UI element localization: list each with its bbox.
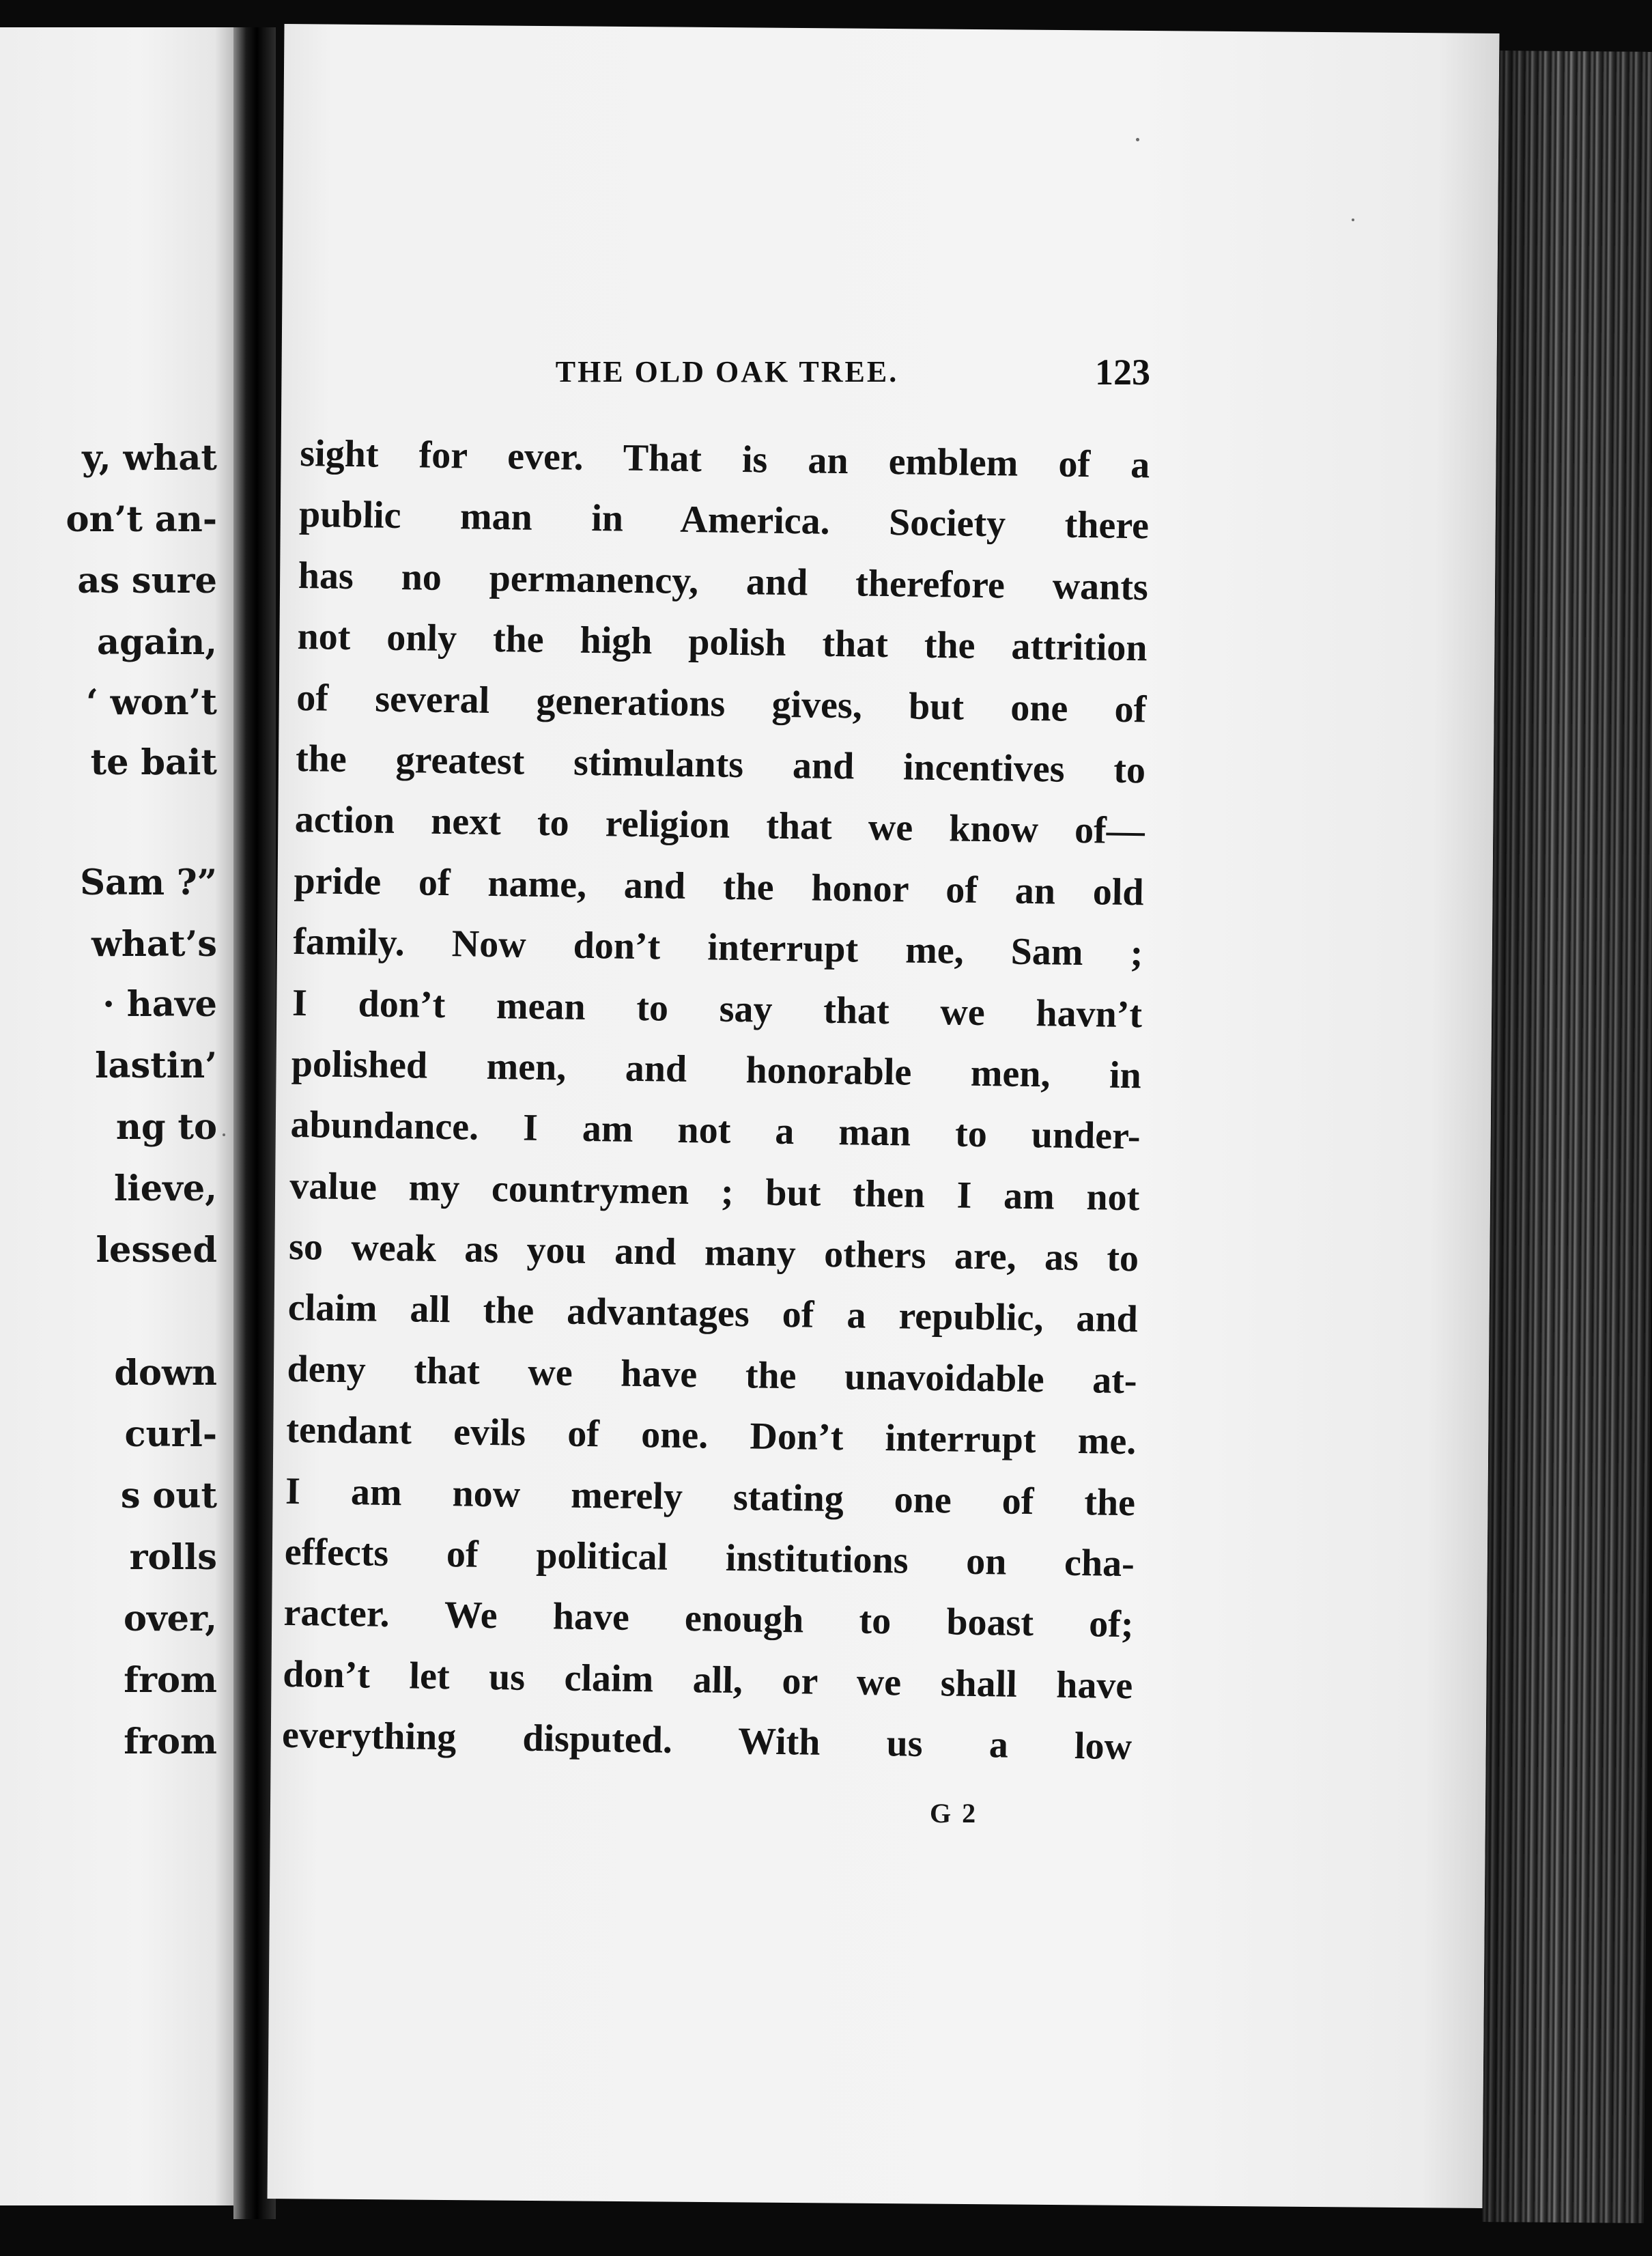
- text-line: action next to religion that we know of—: [294, 798, 1145, 853]
- scan-speck: [223, 1133, 225, 1136]
- body-text: [282, 423, 1150, 1778]
- text-line: polished men, and honorable men, in: [291, 1042, 1142, 1097]
- text-line: the greatest stimulants and incentives to: [295, 737, 1146, 792]
- left-page-line: ng to: [115, 1107, 217, 1148]
- left-page-line: lieve,: [113, 1168, 217, 1209]
- left-page-line: rolls: [129, 1537, 217, 1578]
- text-line: abundance. I am not a man to under-: [290, 1103, 1141, 1158]
- left-page-line: down: [114, 1353, 217, 1394]
- text-line: not only the high polish that the attrition: [297, 615, 1148, 670]
- left-page-line: lessed: [96, 1230, 217, 1271]
- text-line: family. Now don’t interrupt me, Sam ;: [292, 920, 1143, 975]
- left-page-line: again,: [97, 622, 217, 663]
- left-page-line: from: [124, 1660, 217, 1701]
- left-page: [0, 27, 233, 2205]
- left-page-line: y, what: [82, 438, 217, 479]
- text-line: tendant evils of one. Don’t interrupt me.: [285, 1409, 1137, 1463]
- left-page-line: curl-: [124, 1414, 217, 1455]
- text-line: value my countrymen ; but then I am not: [289, 1164, 1140, 1219]
- left-page-line: Sam ?”: [80, 862, 217, 903]
- left-page-line: from: [124, 1721, 217, 1762]
- left-page-line: lastin’: [95, 1045, 217, 1086]
- text-line: everything disputed. With us a low: [281, 1714, 1133, 1768]
- left-page-line: ‘ won’t: [86, 682, 217, 723]
- text-line: don’t let us claim all, or we shall have: [282, 1652, 1133, 1708]
- left-page-line: s out: [120, 1476, 217, 1517]
- scan-speck: [1352, 218, 1354, 221]
- text-line: I am now merely stating one of the: [285, 1469, 1136, 1524]
- text-line: has no permanency, and therefore wants: [298, 554, 1149, 609]
- text-line: claim all the advantages of a republic, and: [287, 1286, 1139, 1341]
- left-page-line: what’s: [91, 924, 217, 965]
- running-head: [304, 345, 1150, 399]
- running-head-title: THE OLD OAK TREE.: [555, 355, 899, 389]
- left-page-line: as sure: [77, 561, 217, 602]
- text-line: so weak as you and many others are, as to: [288, 1225, 1139, 1280]
- text-line: public man in America. Society there: [298, 493, 1150, 548]
- signature-mark: G 2: [930, 1798, 978, 1829]
- left-page-line: te bait: [90, 742, 217, 783]
- left-page-line: · have: [102, 984, 217, 1025]
- left-page-line: over,: [123, 1598, 217, 1639]
- left-page-line: on’t an-: [66, 499, 217, 540]
- page-edges-shadow: [1483, 51, 1652, 2223]
- text-line: pride of name, and the honor of an old: [294, 859, 1144, 914]
- scan-speck: [1136, 138, 1139, 141]
- page-number: 123: [1095, 352, 1150, 393]
- text-line: of several generations gives, but one of: [296, 676, 1147, 731]
- text-line: I don’t mean to say that we havn’t: [291, 981, 1143, 1036]
- text-line: sight for ever. That is an emblem of a: [299, 432, 1150, 487]
- text-line: effects of political institutions on cha-: [284, 1530, 1135, 1585]
- text-line: racter. We have enough to boast of;: [283, 1592, 1134, 1646]
- text-line: deny that we have the unavoidable at-: [287, 1347, 1137, 1402]
